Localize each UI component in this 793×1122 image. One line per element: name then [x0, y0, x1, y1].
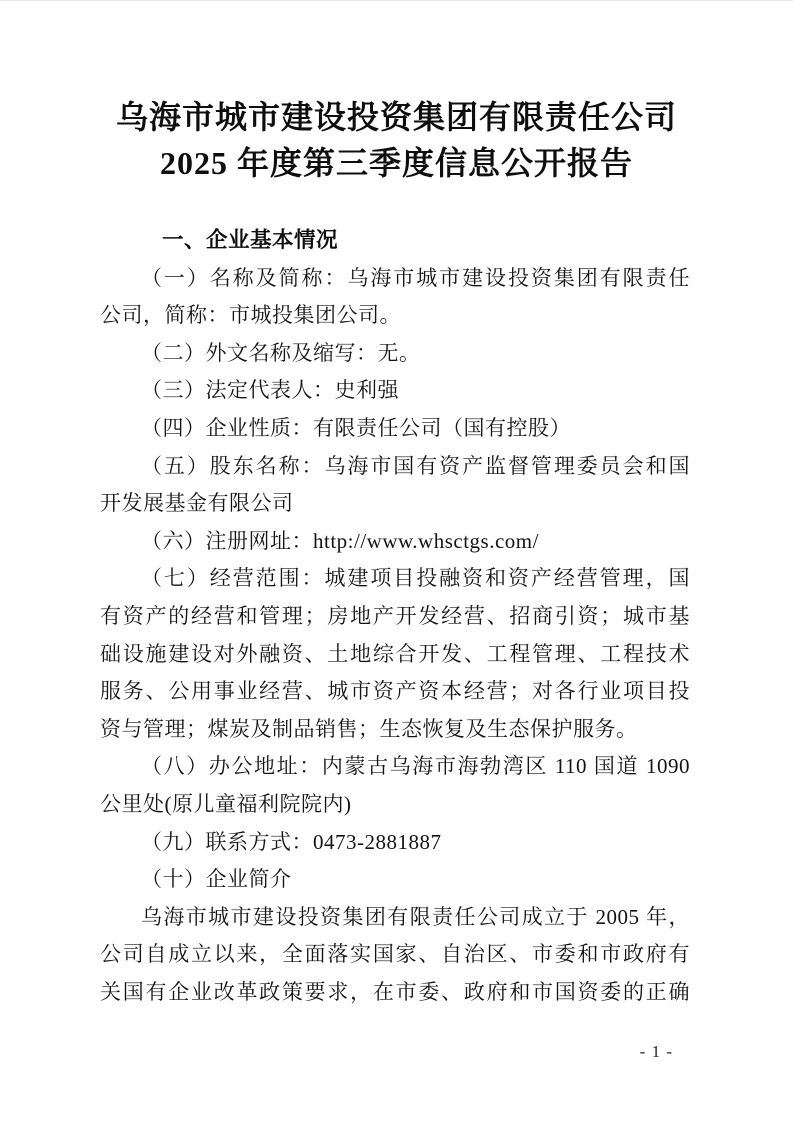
document-line: 公司，简称：市城投集团公司。	[100, 303, 401, 328]
document-line: （九）联系方式：0473-2881887	[141, 829, 442, 854]
document-body	[100, 222, 690, 1011]
document-line: （十）企业简介	[141, 867, 292, 892]
document-line: 服务、公用事业经营、城市资产资本经营；对各行业项目投	[100, 679, 690, 704]
document-line: 公司自成立以来，全面落实国家、自治区、市委和市政府有	[100, 942, 690, 967]
section-heading: 一、企业基本情况	[162, 228, 339, 252]
document-line: （八）办公地址：内蒙古乌海市海勃湾区 110 国道 1090	[141, 754, 690, 779]
document-line: 有资产的经营和管理；房地产开发经营、招商引资；城市基	[100, 603, 690, 628]
page-number: - 1 -	[639, 1042, 673, 1061]
document-line: （三）法定代表人：史利强	[141, 378, 399, 403]
document-line: （四）企业性质：有限责任公司（国有控股）	[141, 415, 571, 440]
document-line: 关国有企业改革政策要求，在市委、政府和市国资委的正确	[100, 979, 690, 1004]
document-line: （六）注册网址：http://www.whsctgs.com/	[141, 528, 539, 553]
scan-edge	[0, 0, 793, 1]
document-line: 乌海市城市建设投资集团有限责任公司成立于 2005 年，	[141, 904, 690, 929]
document-title-line2: 2025 年度第三季度信息公开报告	[159, 145, 633, 181]
document-line: （一）名称及简称：乌海市城市建设投资集团有限责任	[141, 265, 690, 290]
document-title	[0, 94, 793, 186]
document-line: 公里处(原儿童福利院院内)	[100, 791, 352, 816]
document-line: （七）经营范围：城建项目投融资和资产经营管理，国	[141, 566, 690, 591]
document-line: （五）股东名称：乌海市国有资产监督管理委员会和国	[141, 453, 690, 478]
document-line: 开发展基金有限公司	[100, 491, 294, 516]
document-title-line1: 乌海市城市建设投资集团有限责任公司	[115, 99, 677, 135]
document-line: （二）外文名称及缩写：无。	[141, 340, 421, 365]
document-line: 资与管理；煤炭及制品销售；生态恢复及生态保护服务。	[100, 716, 638, 741]
document-line: 础设施建设对外融资、土地综合开发、工程管理、工程技术	[100, 641, 690, 666]
